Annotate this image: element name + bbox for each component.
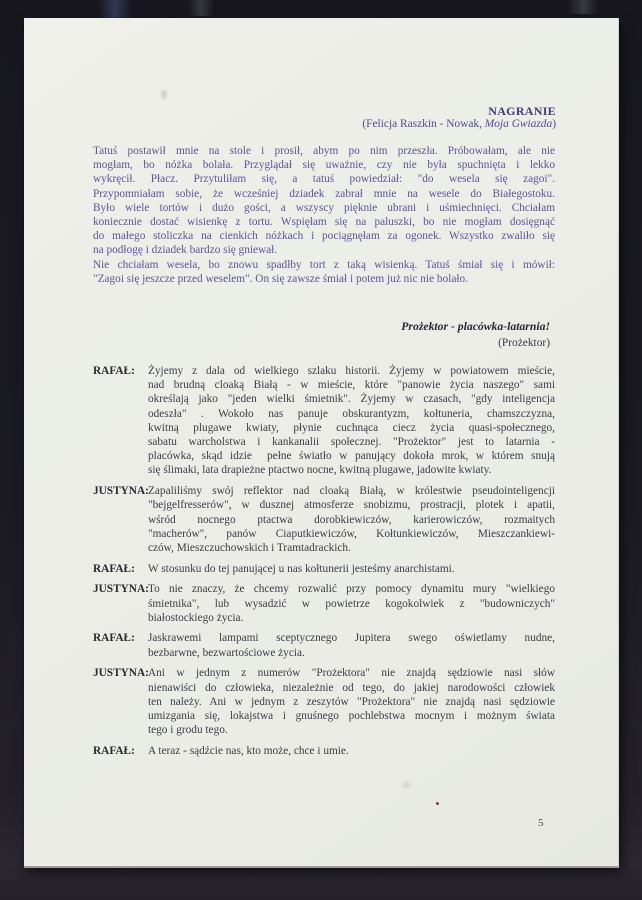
text-line: białostockiego życia. bbox=[148, 611, 244, 624]
speech-text bbox=[148, 666, 555, 737]
speech-text bbox=[148, 364, 555, 478]
page-number: 5 bbox=[538, 817, 544, 829]
dialogue-entry bbox=[93, 666, 555, 737]
text-line: tego i grodu tego. bbox=[148, 724, 228, 737]
scan-smudge bbox=[161, 90, 167, 99]
speaker-label: JUSTYNA: bbox=[93, 583, 149, 596]
speech-text bbox=[148, 744, 555, 758]
text-line: placówka, skąd idzie pełne światło w panujący dokoła mrok, w którem snują bbox=[148, 450, 555, 463]
text-line: Było wiele tortów i dużo gości, a wszyscy pięknie ubrani i uśmiechnięci. Chciałam bbox=[93, 201, 555, 214]
text-line: A teraz - sądźcie nas, kto może, chce i umie. bbox=[148, 744, 349, 757]
memoir-paragraph bbox=[93, 144, 555, 258]
text-line: nienawiści do człowieka, niezależnie od tego, do jakiej narodowości człowiek bbox=[148, 681, 555, 694]
dialogue-entry bbox=[93, 582, 555, 625]
attribution-line bbox=[362, 118, 556, 130]
scan-light-streak bbox=[568, 0, 598, 14]
text-line: nad brudną cloaką Białą - w mieście, które "panowie życia naszego" sami bbox=[148, 379, 555, 392]
text-line: czów, Mieszczuchowskich i Tramtadrackich. bbox=[148, 541, 351, 554]
attribution-prefix: (Felicja Raszkin - Nowak, bbox=[362, 118, 485, 130]
speaker-label: RAFAŁ: bbox=[93, 632, 135, 645]
text-line: sabatu warcholstwa i kankanalii społecznej. "Prożektor" jest to latarnia - bbox=[148, 436, 555, 449]
text-line: Nie chciałam wesela, bo znowu spadłby tort z taką wisienką. Tatuś śmiał się i mówił: bbox=[93, 258, 555, 271]
dialogue-entry bbox=[93, 364, 555, 478]
speaker-label: RAFAŁ: bbox=[93, 744, 135, 757]
text-line: umizgania się, lokajstwa i gnuśnego pochlebstwa mocnym i możnym świata bbox=[148, 709, 555, 722]
memoir-excerpt bbox=[93, 144, 555, 286]
text-line: się ślimaki, lata drapieżne ptactwo nocne, kwitną plugawe, jadowite kwiaty. bbox=[148, 464, 492, 477]
speaker-label: RAFAŁ: bbox=[93, 365, 135, 377]
text-line: na podłogę i dziadek bardzo się gniewał. bbox=[93, 244, 278, 257]
text-line: bezbarwne, bezwartościowe życia. bbox=[148, 646, 305, 659]
text-line: śmietnika", lub wysadzić w powietrze kogokolwiek z "budowniczych" bbox=[148, 597, 555, 610]
text-line: wśród nocnego ptactwa dorobkiewiczów, karierowiczów, rozmaitych bbox=[148, 513, 555, 526]
text-line: "macherów", panów Ciaputkiewiczów, Kołtunkiewiczów, Mieszczankiewi- bbox=[148, 527, 555, 540]
speech-text bbox=[148, 484, 555, 555]
dialogue-entry bbox=[93, 484, 555, 555]
text-line: Jaskrawemi lampami sceptycznego Jupitera swego oświetlamy nudne, bbox=[148, 632, 555, 645]
section-heading bbox=[401, 320, 550, 349]
text-line: To nie znaczy, że chcemy rozwalić przy pomocy dynamitu mury "wielkiego bbox=[148, 583, 555, 596]
speaker-label: RAFAŁ: bbox=[93, 562, 135, 575]
scan-light-streak bbox=[98, 0, 132, 18]
text-line: "bejgelfresserów", w dusznej atmosferze snobizmu, prostracji, plotek i apatii, bbox=[148, 499, 555, 512]
text-line: mogłam, bo nóżka bolała. Przyglądał się uważnie, czy nie była spuchnięta i lekko bbox=[93, 159, 555, 172]
text-line: do małego stoliczka na cienkich nóżkach i pociągnęłam za ogonek. Wszystko zwaliło się bbox=[93, 230, 555, 243]
text-line: odeszła" . Wokoło nas panuje obskurantyzm, kołtuneria, chamszczyzna, bbox=[148, 407, 555, 420]
text-line: Ani w jednym z numerów "Prożektora" nie znajdą sędziowie nasi słów bbox=[148, 667, 555, 680]
attribution-work-title: Moja Gwiazda bbox=[484, 118, 553, 130]
speech-text bbox=[148, 562, 555, 576]
dialogue-entry bbox=[93, 744, 555, 758]
speaker-label: JUSTYNA: bbox=[93, 667, 149, 680]
text-line: Przypomniałam sobie, że wcześniej dziadek zabrał mnie na wesele do Białegostoku. bbox=[93, 187, 555, 200]
text-line: kwitną plugawe kwiaty, płynie cuchnąca ciecz życia quasi-społecznego, bbox=[148, 421, 555, 434]
text-line: określają jako "jeden wielki śmietnik". Żyjemy w czasach, "gdy inteligencja bbox=[148, 393, 555, 406]
text-line: Żyjemy z dala od wielkiego szlaku historii. Żyjemy w powiatowem mieście, bbox=[148, 365, 555, 377]
text-line: W stosunku do tej panującej u nas kołtunerii jesteśmy anarchistami. bbox=[148, 562, 455, 575]
attribution-suffix: ) bbox=[552, 118, 556, 130]
text-line: Tatuś postawił mnie na stole i prosił, abym po nim przeszła. Próbowałam, ale nie bbox=[93, 145, 555, 157]
text-line: wykręcił. Płacz. Przytuliłam się, a tatuś powiedział: "do wesela się zagoi". bbox=[93, 173, 555, 186]
text-line: koniecznie dostać wisienkę z tortu. Wspięłam się na paluszki, bo nie mogłam dosięgnąć bbox=[93, 216, 555, 229]
dialogue-transcript bbox=[93, 364, 555, 765]
memoir-paragraph bbox=[93, 258, 555, 286]
speech-text bbox=[148, 631, 555, 659]
section-heading-source: (Prożektor) bbox=[498, 337, 550, 349]
text-line: ten należy. Ani w jednym z zeszytów "Prożektora" nie znajdą nasi sędziowie bbox=[148, 695, 555, 708]
dialogue-entry bbox=[93, 631, 555, 659]
recording-section-title: NAGRANIE bbox=[488, 104, 556, 118]
text-line: "Zagoi się jeszcze przed weselem". On się zawsze śmiał i potem już nic nie bolało. bbox=[93, 272, 468, 285]
document-page bbox=[24, 18, 619, 868]
dialogue-entry bbox=[93, 562, 555, 576]
scan-smudge bbox=[402, 782, 411, 788]
section-heading-title: Prożektor - placówka-latarnia! bbox=[401, 320, 550, 333]
text-line: Zapaliliśmy swój reflektor nad cloaką Białą, w królestwie pseudointeligencji bbox=[148, 485, 555, 498]
scan-light-streak bbox=[188, 0, 214, 16]
speech-text bbox=[148, 582, 555, 625]
speaker-label: JUSTYNA: bbox=[93, 485, 149, 498]
red-ink-speck bbox=[436, 802, 439, 805]
